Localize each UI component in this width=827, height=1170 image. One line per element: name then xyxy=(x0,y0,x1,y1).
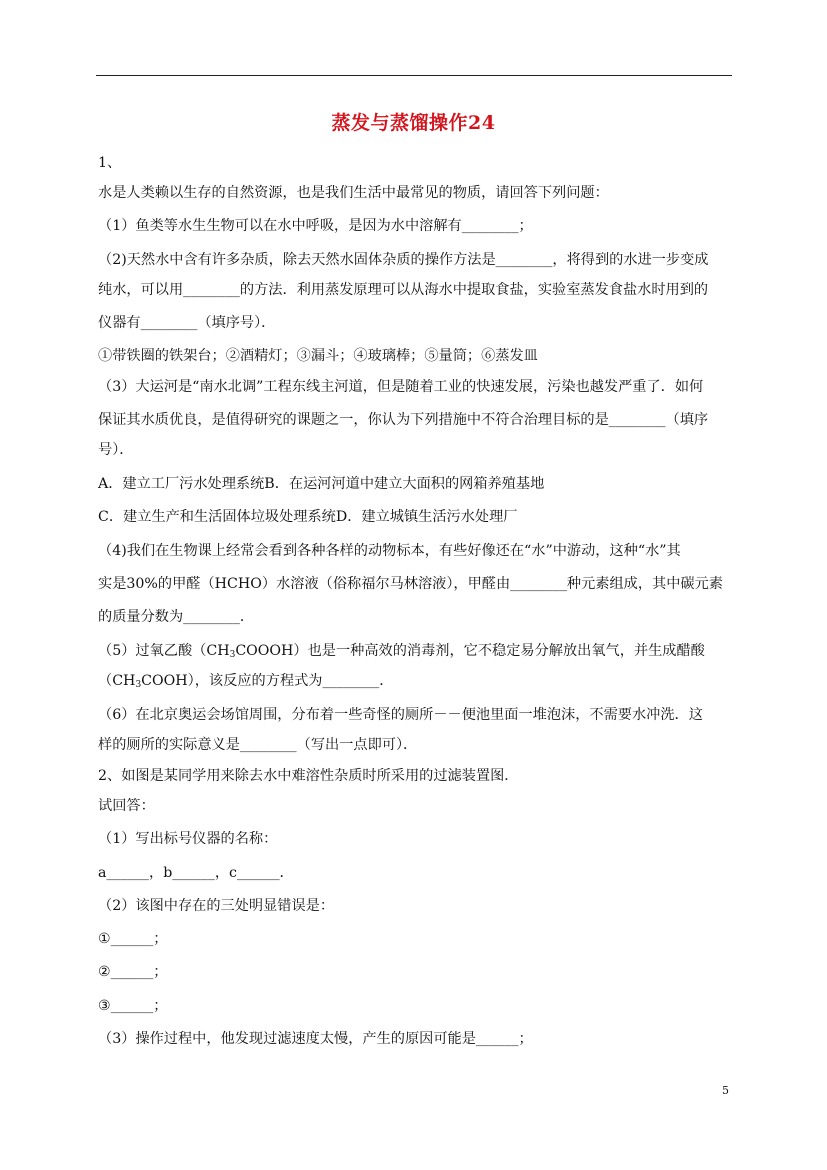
page-number: 5 xyxy=(722,1084,729,1097)
text-line: 2、如图是某同学用来除去水中难溶性杂质时所采用的过滤装置图． xyxy=(98,768,519,784)
text-line: C．建立生产和生活固体垃圾处理系统D．建立城镇生活污水处理厂 xyxy=(98,509,518,525)
text-line: $(CH_3COOH)$，该反应的方程式为________． xyxy=(98,673,394,690)
text-line: （1）写出标号仪器的名称： xyxy=(98,831,278,847)
text-line: A．建立工厂污水处理系统B．在运河河道中建立大面积的网箱养殖基地 xyxy=(98,476,545,492)
text-line: 1、 xyxy=(98,155,122,171)
text-line: （3）操作过程中，他发现过滤速度太慢，产生的原因可能是______； xyxy=(98,1031,533,1047)
text-line: （2)天然水中含有许多杂质，除去天然水固体杂质的操作方法是________，将得到的水进一步变成 xyxy=(98,252,709,268)
text-line: 试回答： xyxy=(98,798,155,814)
text-line: 保证其水质优良，是值得研究的课题之一，你认为下列措施中不符合治理目标的是________（填序 xyxy=(98,412,709,428)
header-rule xyxy=(96,75,732,76)
text-line: （3）大运河是“南水北调”工程东线主河道，但是随着工业的快速发展，污染也越发严重了．如何 xyxy=(98,379,704,395)
text-line: 实是30%的甲醛（HCHO）水溶液（俗称福尔马林溶液），甲醛由________种元素组成，其中碳元素 xyxy=(98,576,723,592)
text-line: 水是人类赖以生存的自然资源，也是我们生活中最常见的物质，请回答下列问题： xyxy=(98,185,609,201)
text-line: 号）． xyxy=(98,442,134,458)
text-line: （1）鱼类等水生生物可以在水中呼吸，是因为水中溶解有________； xyxy=(98,218,533,234)
text-line: 仪器有________（填序号）． xyxy=(98,315,276,331)
text-line: 纯水，可以用________的方法．利用蒸发原理可以从海水中提取食盐，实验室蒸发食盐水时用到的 xyxy=(98,282,709,298)
text-line: a______，b______，c______． xyxy=(98,865,294,881)
text-line: （5）过氧乙酸$(CH_3COOOH)$也是一种高效的消毒剂，它不稳定易分解放出氧气，并生成醋酸 xyxy=(98,643,705,660)
text-line: （4)我们在生物课上经常会看到各种各样的动物标本，有些好像还在“水”中游动，这种“水”其 xyxy=(98,543,681,559)
text-line: ①带铁圈的铁架台；②酒精灯；③漏斗；④玻璃棒；⑤量筒；⑥蒸发皿 xyxy=(98,348,538,364)
text-line: （6）在北京奥运会场馆周围，分布着一些奇怪的厕所－－便池里面一堆泡沫，不需要水冲洗．这 xyxy=(98,707,703,723)
text-line: 的质量分数为________． xyxy=(98,609,255,625)
page-title: 蒸发与蒸馏操作24 xyxy=(331,112,496,134)
text-line: （2）该图中存在的三处明显错误是： xyxy=(98,898,335,914)
text-line: ②______； xyxy=(98,964,168,980)
text-line: ③______； xyxy=(98,998,168,1014)
text-line: ①______； xyxy=(98,931,168,947)
text-line: 样的厕所的实际意义是________（写出一点即可）． xyxy=(98,737,418,753)
